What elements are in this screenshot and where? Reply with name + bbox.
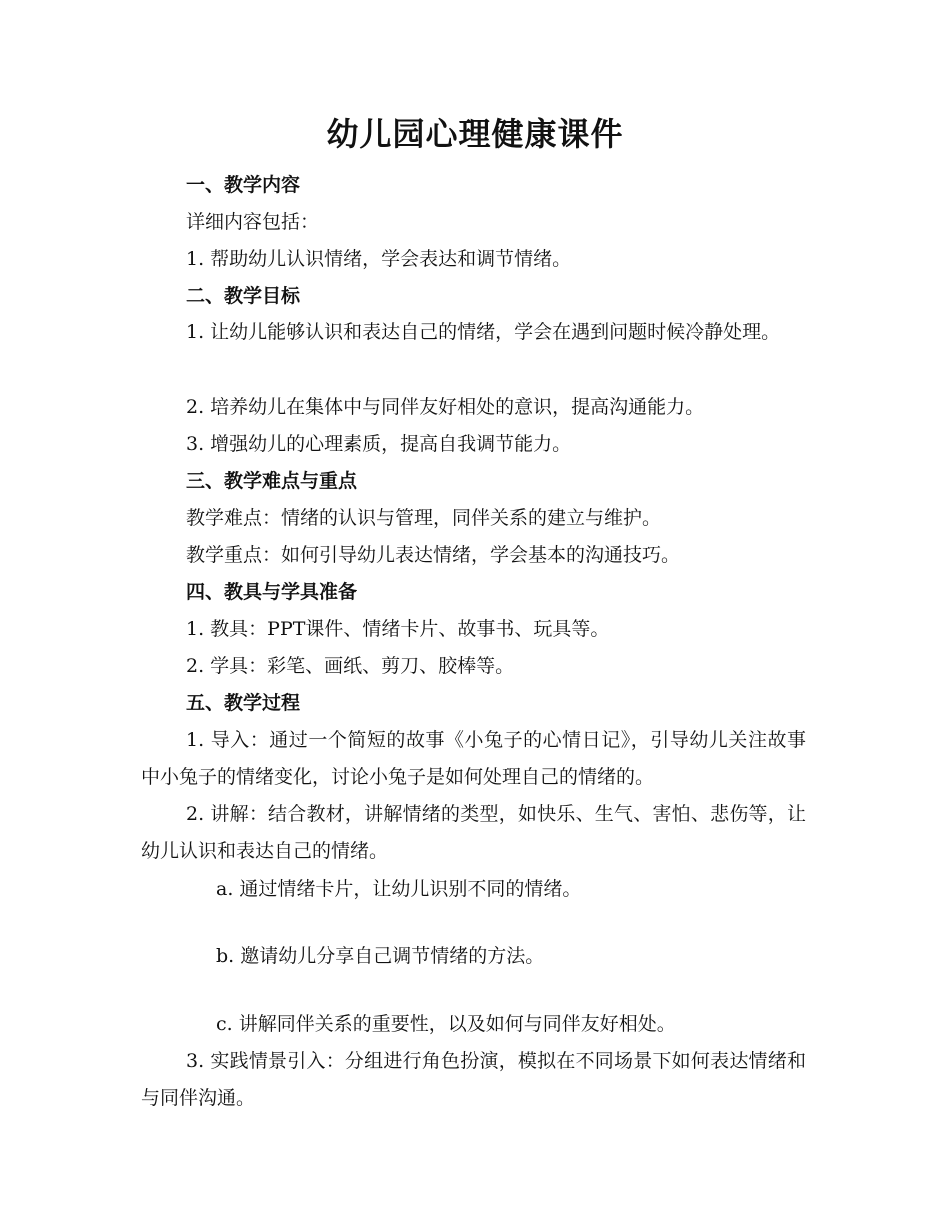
section-heading-process: 五、教学过程: [186, 692, 301, 714]
materials-item-2: 2. 学具：彩笔、画纸、剪刀、胶棒等。: [186, 655, 515, 677]
goal-item-2: 2. 培养幼儿在集体中与同伴友好相处的意识，提高沟通能力。: [186, 396, 705, 418]
process-item-2: 2. 讲解：结合教材，讲解情绪的类型，如快乐、生气、害怕、悲伤等，让幼儿认识和表达自己的情绪。: [141, 803, 806, 862]
focus-text: 教学重点：如何引导幼儿表达情绪，学会基本的沟通技巧。: [186, 544, 681, 566]
content-intro: 详细内容包括：: [186, 211, 320, 233]
goal-item-3: 3. 增强幼儿的心理素质，提高自我调节能力。: [186, 433, 572, 455]
difficulty-text: 教学难点：情绪的认识与管理，同伴关系的建立与维护。: [186, 507, 662, 529]
process-sub-c: c. 讲解同伴关系的重要性，以及如何与同伴友好相处。: [216, 1013, 676, 1035]
section-heading-content: 一、教学内容: [186, 174, 301, 196]
section-heading-goals: 二、教学目标: [186, 285, 301, 307]
page-title: 幼儿园心理健康课件: [326, 115, 624, 153]
content-item-1: 1. 帮助幼儿认识情绪，学会表达和调节情绪。: [186, 248, 572, 270]
process-item-1: 1. 导入：通过一个简短的故事《小兔子的心情日记》，引导幼儿关注故事中小兔子的情绪变化，讨论小兔子是如何处理自己的情绪的。: [141, 729, 806, 788]
section-heading-materials: 四、教具与学具准备: [186, 581, 358, 603]
goal-item-1: 1. 让幼儿能够认识和表达自己的情绪，学会在遇到问题时候冷静处理。: [186, 321, 781, 343]
materials-item-1: 1. 教具：PPT课件、情绪卡片、故事书、玩具等。: [186, 618, 610, 640]
process-sub-b: b. 邀请幼儿分享自己调节情绪的方法。: [216, 945, 545, 967]
section-heading-difficulty-focus: 三、教学难点与重点: [186, 470, 358, 492]
process-item-3: 3. 实践情景引入：分组进行角色扮演，模拟在不同场景下如何表达情绪和与同伴沟通。: [141, 1050, 806, 1109]
process-sub-a: a. 通过情绪卡片，让幼儿识别不同的情绪。: [216, 878, 582, 900]
